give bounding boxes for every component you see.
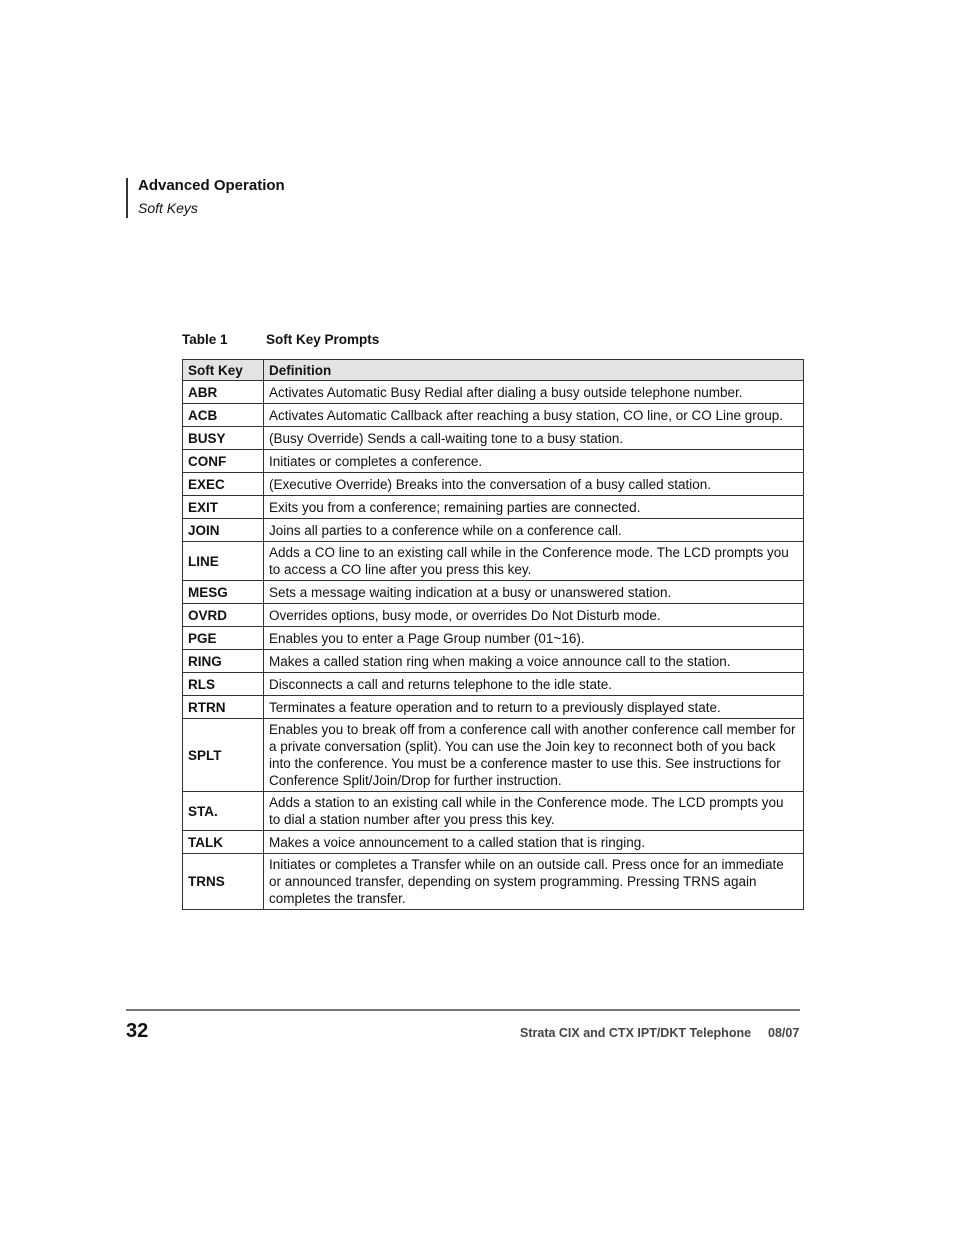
table-caption-number: Table 1 xyxy=(182,332,228,347)
soft-key-cell: EXIT xyxy=(183,496,264,519)
definition-cell: (Executive Override) Breaks into the conversation of a busy called station. xyxy=(264,473,804,496)
table-row xyxy=(183,542,804,581)
table-row xyxy=(183,427,804,450)
definition-cell: Overrides options, busy mode, or overrides Do Not Disturb mode. xyxy=(264,604,804,627)
subsection-title: Soft Keys xyxy=(138,200,198,216)
definition-cell: Activates Automatic Callback after reaching a busy station, CO line, or CO Line group. xyxy=(264,404,804,427)
column-header-soft-key: Soft Key xyxy=(183,360,264,381)
table-row xyxy=(183,381,804,404)
footer-doc-title: Strata CIX and CTX IPT/DKT Telephone xyxy=(520,1026,752,1040)
soft-key-cell: JOIN xyxy=(183,519,264,542)
table-row xyxy=(183,831,804,854)
footer-rule xyxy=(126,1009,800,1011)
header-rule xyxy=(126,178,128,218)
definition-cell: Adds a CO line to an existing call while in the Conference mode. The LCD prompts you to access a CO line after you press this key. xyxy=(264,542,804,581)
table-row xyxy=(183,496,804,519)
table-row xyxy=(183,450,804,473)
table-row xyxy=(183,696,804,719)
definition-cell: Initiates or completes a Transfer while on an outside call. Press once for an immediate or announced transfer, depending on system programming. Pressing TRNS again completes the transfer. xyxy=(264,854,804,910)
definition-cell: Makes a called station ring when making a voice announce call to the station. xyxy=(264,650,804,673)
definition-cell: Joins all parties to a conference while on a conference call. xyxy=(264,519,804,542)
soft-key-cell: SPLT xyxy=(183,719,264,792)
definition-cell: Exits you from a conference; remaining parties are connected. xyxy=(264,496,804,519)
soft-key-cell: PGE xyxy=(183,627,264,650)
column-header-definition: Definition xyxy=(264,360,804,381)
soft-key-cell: ABR xyxy=(183,381,264,404)
definition-cell: (Busy Override) Sends a call-waiting tone to a busy station. xyxy=(264,427,804,450)
table-row xyxy=(183,719,804,792)
definition-cell: Sets a message waiting indication at a busy or unanswered station. xyxy=(264,581,804,604)
table-row xyxy=(183,650,804,673)
definition-cell: Activates Automatic Busy Redial after dialing a busy outside telephone number. xyxy=(264,381,804,404)
soft-key-cell: TRNS xyxy=(183,854,264,910)
soft-key-cell: EXEC xyxy=(183,473,264,496)
table-body xyxy=(183,381,804,910)
section-title: Advanced Operation xyxy=(138,177,285,194)
soft-key-cell: STA. xyxy=(183,792,264,831)
soft-key-cell: MESG xyxy=(183,581,264,604)
table-row xyxy=(183,673,804,696)
table-row xyxy=(183,473,804,496)
definition-cell: Adds a station to an existing call while in the Conference mode. The LCD prompts you to dial a station number after you press this key. xyxy=(264,792,804,831)
table-caption-title: Soft Key Prompts xyxy=(266,332,380,347)
soft-key-cell: ACB xyxy=(183,404,264,427)
soft-key-cell: TALK xyxy=(183,831,264,854)
table-row xyxy=(183,627,804,650)
definition-cell: Initiates or completes a conference. xyxy=(264,450,804,473)
soft-key-cell: LINE xyxy=(183,542,264,581)
soft-key-cell: RING xyxy=(183,650,264,673)
soft-key-cell: CONF xyxy=(183,450,264,473)
footer-date: 08/07 xyxy=(768,1026,800,1040)
soft-key-cell: RTRN xyxy=(183,696,264,719)
table-row xyxy=(183,604,804,627)
definition-cell: Makes a voice announcement to a called station that is ringing. xyxy=(264,831,804,854)
soft-key-table xyxy=(182,359,804,910)
table-row xyxy=(183,581,804,604)
table-row xyxy=(183,404,804,427)
definition-cell: Terminates a feature operation and to return to a previously displayed state. xyxy=(264,696,804,719)
soft-key-cell: BUSY xyxy=(183,427,264,450)
definition-cell: Enables you to enter a Page Group number (01~16). xyxy=(264,627,804,650)
table-row xyxy=(183,854,804,910)
table-row xyxy=(183,519,804,542)
page-number: 32 xyxy=(126,1020,149,1042)
table-header-row xyxy=(183,360,804,381)
table-row xyxy=(183,792,804,831)
definition-cell: Disconnects a call and returns telephone to the idle state. xyxy=(264,673,804,696)
definition-cell: Enables you to break off from a conference call with another conference call member for a private conversation (split). You can use the Join key to reconnect both of you back into the conference. You must be a conference master to use this. See instructions for Conference Split/Join/Drop for further instruction. xyxy=(264,719,804,792)
soft-key-cell: OVRD xyxy=(183,604,264,627)
soft-key-cell: RLS xyxy=(183,673,264,696)
